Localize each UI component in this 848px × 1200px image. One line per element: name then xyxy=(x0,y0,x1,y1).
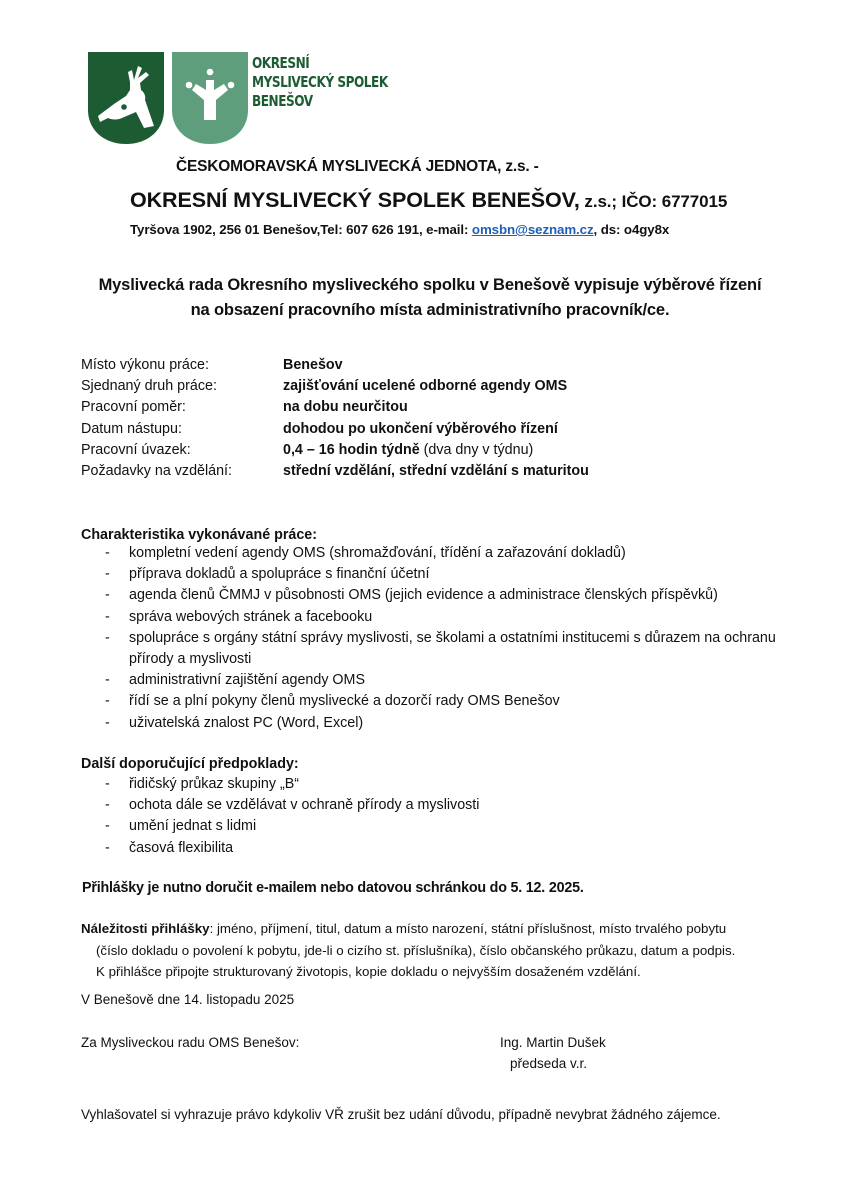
bullet: - xyxy=(105,608,110,625)
organization-zs: z.s. xyxy=(579,192,612,211)
requirements-line-2: (číslo dokladu o povolení k pobytu, jde-li o cizího st. příslušníka), číslo občanského průkazu, datum a podpis. xyxy=(96,942,736,958)
detail-value: 0,4 – 16 hodin týdně xyxy=(283,441,420,458)
recommended-list xyxy=(81,774,789,859)
detail-label: Požadavky na vzdělání: xyxy=(81,463,233,480)
bullet: - xyxy=(105,629,110,646)
parent-organization: ČESKOMORAVSKÁ MYSLIVECKÁ JEDNOTA, z.s. - xyxy=(176,158,539,175)
data-box-text: , ds: o4gy8x xyxy=(593,222,670,237)
bullet: - xyxy=(105,587,110,604)
logo-line-2: MYSLIVECKÝ SPOLEK xyxy=(252,73,388,91)
detail-label: Datum nástupu: xyxy=(81,420,182,437)
detail-row xyxy=(81,376,589,397)
bullet: - xyxy=(105,839,110,856)
list-item-text: řídí se a plní pokyny členů myslivecké a dozorčí rady OMS Benešov xyxy=(129,693,560,710)
logo-line-3: BENEŠOV xyxy=(252,92,313,110)
intro-line-1: Myslivecká rada Okresního mysliveckého spolku v Benešově vypisuje výběrové řízení xyxy=(98,276,762,294)
characteristics-list xyxy=(81,543,789,734)
email-link[interactable]: omsbn@seznam.cz xyxy=(471,222,594,237)
list-item-text: ochota dále se vzdělávat v ochraně přírody a myslivosti xyxy=(129,797,480,814)
requirements-label: Náležitosti přihlášky xyxy=(81,921,210,936)
list-item-text: umění jednat s lidmi xyxy=(129,818,257,835)
list-item xyxy=(81,816,789,837)
list-item xyxy=(81,543,789,564)
list-item xyxy=(81,607,789,628)
list-item xyxy=(81,838,789,859)
tree-shield-icon xyxy=(172,52,248,144)
detail-row xyxy=(81,440,589,461)
detail-row xyxy=(81,397,589,418)
detail-row xyxy=(81,355,589,376)
list-item xyxy=(81,628,789,670)
list-item xyxy=(81,585,789,606)
intro-line-2: na obsazení pracovního místa administrativního pracovník/ce. xyxy=(190,301,670,319)
bullet: - xyxy=(105,776,110,792)
list-item xyxy=(81,713,789,734)
bullet: - xyxy=(105,818,110,835)
bullet: - xyxy=(105,714,110,731)
list-item-text: agenda členů ČMMJ v působnosti OMS (jejich evidence a administrace členských příspěvků) xyxy=(129,587,718,604)
detail-label: Místo výkonu práce: xyxy=(81,357,209,373)
list-item xyxy=(81,564,789,585)
list-item-text: administrativní zajištění agendy OMS xyxy=(129,672,366,689)
detail-value: na dobu neurčitou xyxy=(283,399,408,416)
list-item xyxy=(81,774,789,795)
oms-logo xyxy=(88,52,388,144)
organization-ico: ; IČO: 6777015 xyxy=(611,192,728,211)
intro-heading xyxy=(60,273,800,323)
signatory-name: Ing. Martin Dušek xyxy=(500,1035,606,1050)
detail-label: Sjednaný druh práce: xyxy=(81,378,217,395)
bullet: - xyxy=(105,545,110,561)
address-text: Tyršova 1902, 256 01 Benešov,Tel: 607 626 191, e-mail: xyxy=(130,222,472,237)
list-item-text: kompletní vedení agendy OMS (shromažďování, třídění a zařazování dokladů) xyxy=(129,545,626,561)
list-item-text: uživatelská znalost PC (Word, Excel) xyxy=(129,714,364,731)
list-item xyxy=(81,691,789,712)
place-date: V Benešově dne 14. listopadu 2025 xyxy=(81,992,295,1007)
job-details xyxy=(81,355,589,482)
recommended-title: Další doporučující předpoklady: xyxy=(81,756,299,772)
list-item xyxy=(81,795,789,816)
detail-value: Benešov xyxy=(283,357,343,373)
requirements-text: : jméno, příjmení, titul, datum a místo narození, státní příslušnost, místo trvalého pobytu xyxy=(209,921,727,936)
bullet: - xyxy=(105,693,110,710)
list-item-text: řidičský průkaz skupiny „B“ xyxy=(129,776,300,792)
list-item-text: správa webových stránek a facebooku xyxy=(129,608,373,625)
list-item-text: časová flexibilita xyxy=(129,839,234,856)
detail-value: střední vzdělání, střední vzdělání s maturitou xyxy=(283,463,589,480)
list-item xyxy=(81,670,789,691)
characteristics-title: Charakteristika vykonávané práce: xyxy=(81,527,318,543)
application-deadline: Přihlášky je nutno doručit e-mailem nebo datovou schránkou do 5. 12. 2025. xyxy=(82,880,584,896)
detail-extra: (dva dny v týdnu) xyxy=(419,441,534,458)
bullet: - xyxy=(105,672,110,689)
deer-shield-icon xyxy=(88,52,164,144)
list-item-text: příprava dokladů a spolupráce s finanční účetní xyxy=(129,566,430,583)
logo-line-1: OKRESNÍ xyxy=(252,54,310,72)
organization-name: OKRESNÍ MYSLIVECKÝ SPOLEK BENEŠOV, xyxy=(130,188,580,212)
detail-row xyxy=(81,419,589,440)
detail-row xyxy=(81,461,589,482)
application-requirements xyxy=(81,918,821,983)
organization-title xyxy=(130,188,727,213)
detail-value: dohodou po ukončení výběrového řízení xyxy=(283,420,558,437)
logo-wordmark xyxy=(252,54,388,111)
detail-label: Pracovní poměr: xyxy=(81,399,186,416)
requirements-line-3: K přihlášce připojte strukturovaný životopis, kopie dokladu o nejvyšším dosaženém vzdělání. xyxy=(96,964,641,979)
detail-label: Pracovní úvazek: xyxy=(81,441,191,458)
list-item-text: spolupráce s orgány státní správy myslivosti, se školami a ostatními institucemi s důrazem na ochranu přírody a myslivosti xyxy=(129,629,776,668)
requirements-line-1 xyxy=(81,918,821,940)
detail-value: zajišťování ucelené odborné agendy OMS xyxy=(283,378,568,395)
signatory-role: předseda v.r. xyxy=(510,1056,588,1071)
on-behalf-of: Za Mysliveckou radu OMS Benešov: xyxy=(81,1035,300,1050)
contact-line xyxy=(130,222,669,237)
disclaimer: Vyhlašovatel si vyhrazuje právo kdykoliv VŘ zrušit bez udání důvodu, případně nevybrat žádného zájemce. xyxy=(81,1107,721,1122)
bullet: - xyxy=(105,797,110,814)
bullet: - xyxy=(105,566,110,583)
